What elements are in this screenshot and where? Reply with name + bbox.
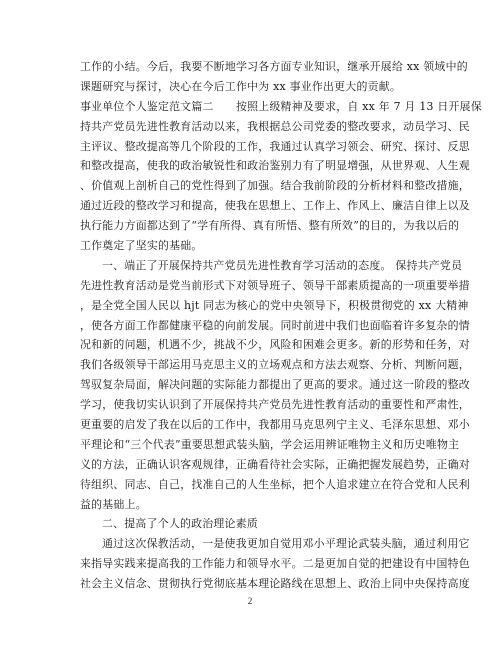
text-line: 待组织、同志、自己，找准自己的人生坐标，把个人追求建立在符合党和人民利 bbox=[80, 477, 470, 491]
section-heading: 二、提高了个人的政治理论素质 bbox=[102, 517, 258, 531]
document-body bbox=[80, 57, 482, 594]
text-line: 执行能力方面都达到了“学有所得、真有所悟、整有所效”的目的，为我以后的 bbox=[80, 219, 460, 233]
text-line: 我们各级领导干部运用马克思主义的立场观点和方法去观察、分析、判断问题， bbox=[80, 358, 470, 372]
text-line: 来指导实践来提高我的工作能力和领导水平。二是更加自觉的把建设有中国特色 bbox=[80, 557, 470, 571]
text-line: 、价值观上剖析自己的党性得到了加强。结合我前阶段的分析材料和整改措施， bbox=[80, 179, 470, 193]
text-line: 驾驭复杂局面，解决问题的实际能力都提出了更高的要求。通过这一阶段的整改 bbox=[80, 378, 470, 392]
text-line: 持共产党员先进性教育活动以来，我根据总公司党委的整改要求，动员学习、民 bbox=[80, 119, 470, 133]
text-line: 社会主义信念、贯彻执行党彻底基本理论路线在思想上、政治上同中央保持高度 bbox=[80, 577, 470, 591]
text-line: 先进性教育活动是党当前形式下对领导班子、领导干部素质提高的一项重要举措 bbox=[80, 278, 470, 292]
text-line: 义的方法，正确认识客观规律，正确看待社会实际，正确把握发展趋势，正确对 bbox=[80, 457, 470, 471]
page-number: 2 bbox=[247, 597, 253, 607]
text-line: 和整改提高，使我的政治敏锐性和政治鉴别力有了明显增强，从世界观、人生观 bbox=[80, 159, 470, 173]
text-line: 益的基础上。 bbox=[80, 497, 147, 511]
text-line: 工作的小结。今后，我要不断地学习各方面专业知识，继承开展给 xx 领域中的 bbox=[80, 60, 468, 73]
section-heading-line: 事业单位个人鉴定范文篇二 按照上级精神及要求，自 xx 年 7 月 13 日开展保 bbox=[80, 99, 482, 113]
paragraph-start-line: 一、端正了开展保持共产党员先进性教育学习活动的态度。 保持共产党员 bbox=[102, 258, 463, 272]
text-line: 况和新的问题，机遇不少，挑战不少，风险和困难会更多。新的形势和任务，对 bbox=[80, 338, 470, 352]
text-line: 主评议、整改提高等几个阶段的工作，我通过认真学习领会、研究、探讨、反思 bbox=[80, 139, 470, 153]
text-line: 工作奠定了坚实的基础。 bbox=[80, 239, 203, 253]
text-line: 更重要的启发了我在以后的工作中，我都用马克思列宁主义、毛泽东思想、邓小 bbox=[80, 418, 470, 432]
text-line: ，是全党全国人民以 hjt 同志为核心的党中央领导下，积极贯彻党的 xx 大精神 bbox=[80, 298, 469, 312]
text-line: 通过近段的整改学习和提高，使我在思想上、工作上、作风上、廉洁自律上以及 bbox=[80, 199, 470, 213]
text-line: 学习，使我切实认识到了开展保持共产党员先进性教育活动的重要性和严肃性， bbox=[80, 398, 470, 412]
text-line: 课题研究与探讨，决心在今后工作中为 xx 事业作出更大的贡献。 bbox=[80, 79, 402, 93]
text-line: ，使各方面工作都健康平稳的向前发展。同时前进中我们也面临着许多复杂的情 bbox=[80, 318, 470, 332]
paragraph-start-line: 通过这次保教活动，一是使我更加自觉用邓小平理论武装头脑，通过利用它 bbox=[102, 537, 470, 551]
text-line: 平理论和“三个代表”重要思想武装头脑，学会运用辨证唯物主义和历史唯物主 bbox=[80, 437, 460, 451]
